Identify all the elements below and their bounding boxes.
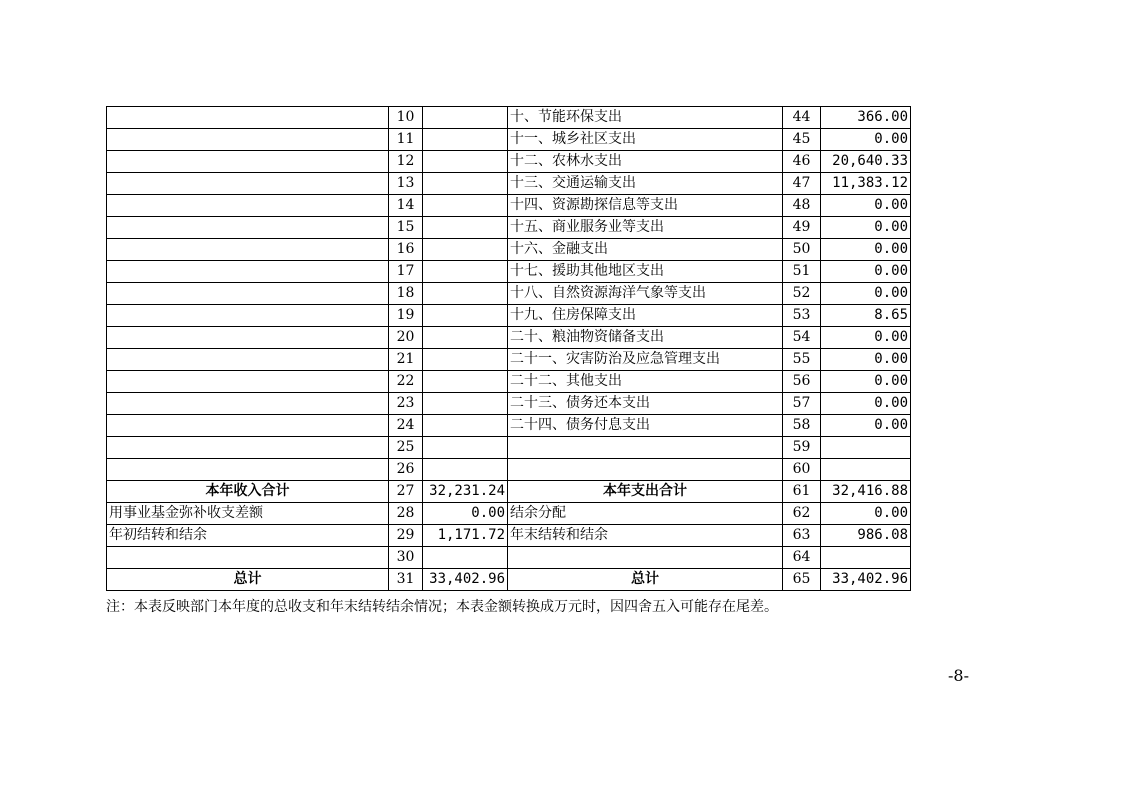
expense-line-number-cell: 65 [783,569,821,591]
expense-line-number-cell: 61 [783,481,821,503]
expense-line-number-cell: 52 [783,283,821,305]
income-item-cell [107,371,389,393]
expense-line-number-cell: 59 [783,437,821,459]
income-expense-table [106,106,911,591]
expense-line-number-cell: 46 [783,151,821,173]
income-item-cell [107,415,389,437]
expense-amount-cell: 32,416.88 [821,481,911,503]
expense-line-number-cell: 60 [783,459,821,481]
table-row [107,459,911,481]
expense-amount-cell: 20,640.33 [821,151,911,173]
expense-amount-cell [821,547,911,569]
table-row [107,283,911,305]
expense-line-number-cell: 50 [783,239,821,261]
table-row [107,173,911,195]
table-row [107,393,911,415]
income-line-number-cell: 25 [389,437,423,459]
table-row [107,525,911,547]
income-line-number-cell: 19 [389,305,423,327]
income-item-cell [107,217,389,239]
expense-item-cell [508,437,783,459]
table-footnote: 注：本表反映部门本年度的总收支和年末结转结余情况；本表金额转换成万元时，因四舍五入可能存在尾差。 [106,599,778,615]
income-amount-cell [423,239,508,261]
expense-line-number-cell: 53 [783,305,821,327]
income-item-cell [107,195,389,217]
expense-amount-cell: 0.00 [821,283,911,305]
table-row [107,151,911,173]
expense-amount-cell: 0.00 [821,261,911,283]
expense-item-cell: 十七、援助其他地区支出 [508,261,783,283]
expense-line-number-cell: 44 [783,107,821,129]
table-row [107,437,911,459]
income-amount-cell [423,283,508,305]
expense-amount-cell: 0.00 [821,349,911,371]
expense-amount-cell: 0.00 [821,415,911,437]
income-line-number-cell: 26 [389,459,423,481]
income-line-number-cell: 12 [389,151,423,173]
income-item-cell [107,239,389,261]
expense-item-cell: 结余分配 [508,503,783,525]
table-body [107,107,911,591]
income-item-cell: 年初结转和结余 [107,525,389,547]
income-amount-cell [423,393,508,415]
income-item-cell [107,349,389,371]
income-line-number-cell: 30 [389,547,423,569]
income-amount-cell [423,173,508,195]
expense-item-cell: 十三、交通运输支出 [508,173,783,195]
table-row [107,239,911,261]
expense-amount-cell: 0.00 [821,503,911,525]
table-row [107,107,911,129]
expense-line-number-cell: 45 [783,129,821,151]
income-line-number-cell: 10 [389,107,423,129]
expense-item-cell: 二十二、其他支出 [508,371,783,393]
income-amount-cell [423,107,508,129]
expense-item-cell: 本年支出合计 [508,481,783,503]
income-amount-cell [423,459,508,481]
income-amount-cell [423,151,508,173]
income-line-number-cell: 14 [389,195,423,217]
expense-amount-cell: 0.00 [821,239,911,261]
income-item-cell [107,437,389,459]
expense-amount-cell: 11,383.12 [821,173,911,195]
expense-line-number-cell: 58 [783,415,821,437]
income-line-number-cell: 15 [389,217,423,239]
income-item-cell [107,393,389,415]
income-line-number-cell: 29 [389,525,423,547]
expense-item-cell: 十六、金融支出 [508,239,783,261]
expense-amount-cell: 0.00 [821,393,911,415]
expense-amount-cell: 986.08 [821,525,911,547]
income-line-number-cell: 17 [389,261,423,283]
table-row [107,569,911,591]
expense-line-number-cell: 49 [783,217,821,239]
income-item-cell: 用事业基金弥补收支差额 [107,503,389,525]
table-row [107,547,911,569]
income-amount-cell [423,349,508,371]
income-line-number-cell: 24 [389,415,423,437]
expense-line-number-cell: 54 [783,327,821,349]
expense-amount-cell: 8.65 [821,305,911,327]
expense-item-cell: 二十、粮油物资储备支出 [508,327,783,349]
income-item-cell [107,459,389,481]
expense-item-cell [508,459,783,481]
income-amount-cell [423,305,508,327]
income-amount-cell [423,327,508,349]
income-amount-cell: 0.00 [423,503,508,525]
expense-item-cell: 十二、农林水支出 [508,151,783,173]
expense-amount-cell: 0.00 [821,371,911,393]
income-amount-cell [423,217,508,239]
table-row [107,371,911,393]
table-row [107,305,911,327]
income-item-cell [107,327,389,349]
income-line-number-cell: 27 [389,481,423,503]
income-line-number-cell: 16 [389,239,423,261]
expense-amount-cell: 0.00 [821,129,911,151]
expense-item-cell: 十、节能环保支出 [508,107,783,129]
expense-item-cell: 年末结转和结余 [508,525,783,547]
expense-item-cell: 十一、城乡社区支出 [508,129,783,151]
expense-item-cell [508,547,783,569]
income-item-cell [107,151,389,173]
expense-item-cell: 二十三、债务还本支出 [508,393,783,415]
page-number: -8- [948,666,969,685]
income-amount-cell [423,195,508,217]
income-item-cell [107,173,389,195]
table-row [107,261,911,283]
income-line-number-cell: 13 [389,173,423,195]
table-row [107,195,911,217]
expense-item-cell: 二十四、债务付息支出 [508,415,783,437]
income-line-number-cell: 28 [389,503,423,525]
expense-line-number-cell: 55 [783,349,821,371]
income-item-cell [107,129,389,151]
income-line-number-cell: 31 [389,569,423,591]
expense-amount-cell: 0.00 [821,195,911,217]
income-item-cell: 本年收入合计 [107,481,389,503]
income-amount-cell: 33,402.96 [423,569,508,591]
income-amount-cell [423,371,508,393]
table-row [107,415,911,437]
income-amount-cell [423,415,508,437]
expense-line-number-cell: 63 [783,525,821,547]
income-amount-cell: 32,231.24 [423,481,508,503]
income-item-cell: 总计 [107,569,389,591]
expense-item-cell: 十八、自然资源海洋气象等支出 [508,283,783,305]
income-item-cell [107,305,389,327]
expense-amount-cell [821,459,911,481]
expense-line-number-cell: 48 [783,195,821,217]
table-row [107,217,911,239]
income-item-cell [107,547,389,569]
income-item-cell [107,107,389,129]
expense-line-number-cell: 47 [783,173,821,195]
expense-line-number-cell: 57 [783,393,821,415]
expense-item-cell: 十五、商业服务业等支出 [508,217,783,239]
expense-amount-cell: 0.00 [821,217,911,239]
table-row [107,481,911,503]
table-row [107,327,911,349]
income-line-number-cell: 11 [389,129,423,151]
expense-item-cell: 二十一、灾害防治及应急管理支出 [508,349,783,371]
income-line-number-cell: 23 [389,393,423,415]
expense-line-number-cell: 51 [783,261,821,283]
expense-amount-cell: 0.00 [821,327,911,349]
table-row [107,503,911,525]
expense-line-number-cell: 62 [783,503,821,525]
expense-item-cell: 总计 [508,569,783,591]
income-amount-cell [423,437,508,459]
expense-amount-cell: 33,402.96 [821,569,911,591]
income-item-cell [107,261,389,283]
income-line-number-cell: 20 [389,327,423,349]
income-amount-cell [423,261,508,283]
income-amount-cell: 1,171.72 [423,525,508,547]
expense-line-number-cell: 64 [783,547,821,569]
income-item-cell [107,283,389,305]
expense-item-cell: 十四、资源勘探信息等支出 [508,195,783,217]
table-row [107,129,911,151]
income-line-number-cell: 21 [389,349,423,371]
income-line-number-cell: 18 [389,283,423,305]
income-amount-cell [423,547,508,569]
income-line-number-cell: 22 [389,371,423,393]
expense-amount-cell: 366.00 [821,107,911,129]
expense-line-number-cell: 56 [783,371,821,393]
table-row [107,349,911,371]
expense-item-cell: 十九、住房保障支出 [508,305,783,327]
income-amount-cell [423,129,508,151]
expense-amount-cell [821,437,911,459]
